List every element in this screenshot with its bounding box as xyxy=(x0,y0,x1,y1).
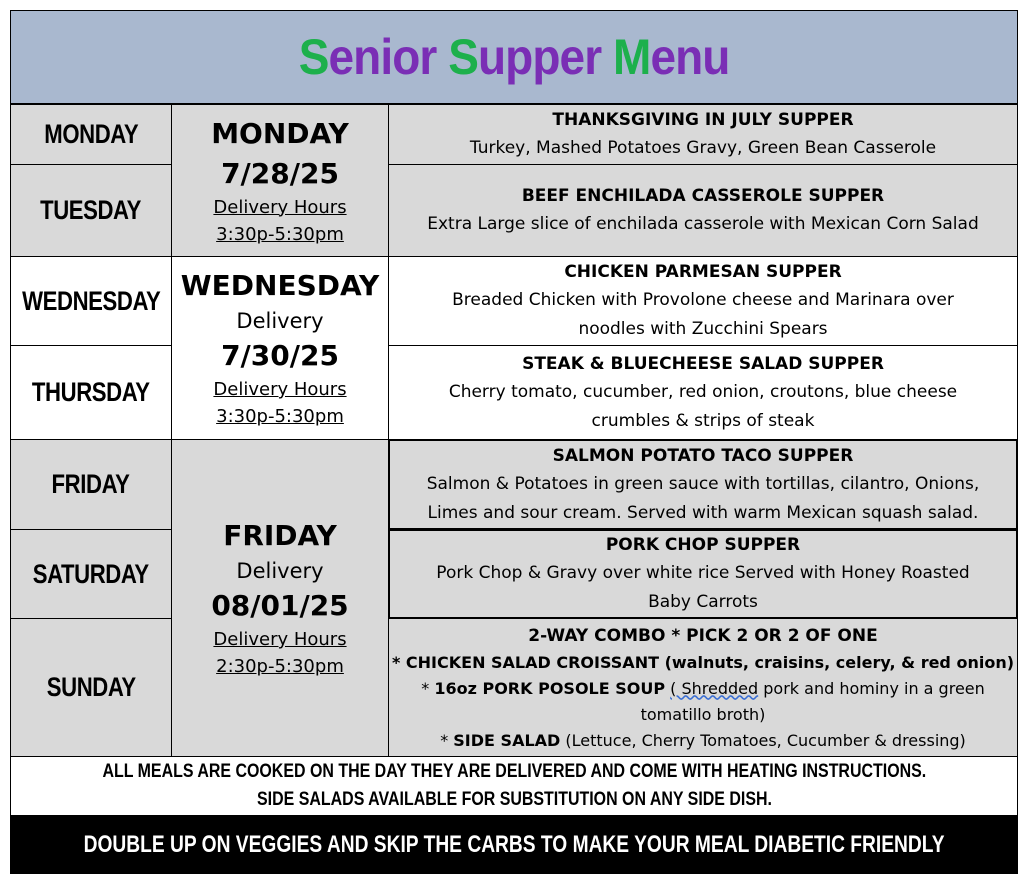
delivery-day: WEDNESDAY xyxy=(180,269,380,302)
delivery-date: 7/28/25 xyxy=(221,156,339,190)
meal-description: crumbles & strips of steak xyxy=(591,410,815,431)
footer-notes xyxy=(10,756,1018,816)
combo-option: * SIDE SALAD (Lettuce, Cherry Tomatoes, Cucumber & dressing) xyxy=(440,730,966,750)
meal-title: STEAK & BLUECHEESE SALAD SUPPER xyxy=(522,353,884,374)
day-label-monday: MONDAY xyxy=(10,104,172,165)
meal-sunday-combo xyxy=(388,618,1018,757)
meal-monday xyxy=(388,104,1018,165)
meal-description: noodles with Zucchini Spears xyxy=(578,319,828,339)
meal-thursday xyxy=(388,345,1018,440)
delivery-label: Delivery xyxy=(236,309,324,333)
delivery-hours: 3:30p-5:30pm xyxy=(216,223,344,245)
meal-title: THANKSGIVING IN JULY SUPPER xyxy=(552,110,854,130)
meal-wednesday xyxy=(388,256,1018,346)
meal-title: CHICKEN PARMESAN SUPPER xyxy=(564,262,842,282)
delivery-monday xyxy=(171,104,389,257)
meal-description: Pork Chop & Gravy over white rice Served with Honey Roasted xyxy=(436,563,970,583)
delivery-day: FRIDAY xyxy=(223,519,337,552)
combo-option-continued: tomatillo broth) xyxy=(640,704,766,724)
delivery-friday xyxy=(171,439,389,757)
footer-banner-text: DOUBLE UP ON VEGGIES AND SKIP THE CARBS TO MAKE YOUR MEAL DIABETIC FRIENDLY xyxy=(83,831,945,858)
combo-option: * CHICKEN SALAD CROISSANT (walnuts, craisins, celery, & red onion) xyxy=(391,652,1015,672)
meal-description: Salmon & Potatoes in green sauce with tortillas, cilantro, Onions, xyxy=(426,473,980,494)
meal-description: Turkey, Mashed Potatoes Gravy, Green Bean Casserole xyxy=(469,138,937,158)
footer-note-1: ALL MEALS ARE COOKED ON THE DAY THEY ARE DELIVERED AND COME WITH HEATING INSTRUCTIONS. xyxy=(102,761,926,782)
delivery-day: MONDAY xyxy=(211,116,349,150)
delivery-hours-label: Delivery Hours xyxy=(213,379,347,400)
delivery-hours-label: Delivery Hours xyxy=(213,196,347,218)
delivery-wednesday xyxy=(171,256,389,440)
title-bar xyxy=(10,10,1018,104)
meal-description: Limes and sour cream. Served with warm Mexican squash salad. xyxy=(427,502,979,523)
meal-description: Extra Large slice of enchilada casserole with Mexican Corn Salad xyxy=(427,214,979,234)
meal-tuesday xyxy=(388,164,1018,257)
meal-saturday xyxy=(388,529,1018,619)
meal-description: Breaded Chicken with Provolone cheese and Marinara over xyxy=(452,290,954,310)
combo-title: 2-WAY COMBO * PICK 2 OR 2 OF ONE xyxy=(528,625,878,646)
meal-title: SALMON POTATO TACO SUPPER xyxy=(552,445,854,466)
delivery-date: 08/01/25 xyxy=(211,589,349,622)
delivery-date: 7/30/25 xyxy=(221,339,339,372)
page-title: Senior Supper Menu xyxy=(298,29,730,85)
delivery-hours-label: Delivery Hours xyxy=(213,629,347,650)
day-label-tuesday: TUESDAY xyxy=(10,164,172,257)
day-label-wednesday: WEDNESDAY xyxy=(10,256,172,346)
footer-banner xyxy=(10,816,1018,874)
day-label-thursday: THURSDAY xyxy=(10,345,172,440)
meal-title: BEEF ENCHILADA CASSEROLE SUPPER xyxy=(521,186,885,206)
meal-description: Baby Carrots xyxy=(648,592,758,612)
day-label-saturday: SATURDAY xyxy=(10,529,172,619)
meal-description: Cherry tomato, cucumber, red onion, croutons, blue cheese xyxy=(448,381,958,402)
meal-friday xyxy=(388,439,1018,530)
meal-title: PORK CHOP SUPPER xyxy=(605,535,801,555)
day-label-friday: FRIDAY xyxy=(10,439,172,530)
delivery-hours: 2:30p-5:30pm xyxy=(216,656,344,677)
footer-note-2: SIDE SALADS AVAILABLE FOR SUBSTITUTION ON ANY SIDE DISH. xyxy=(256,789,772,810)
combo-option: * 16oz PORK POSOLE SOUP ( Shredded pork and hominy in a green xyxy=(421,678,985,698)
delivery-hours: 3:30p-5:30pm xyxy=(216,406,344,427)
day-label-sunday: SUNDAY xyxy=(10,618,172,757)
delivery-label: Delivery xyxy=(236,559,324,583)
